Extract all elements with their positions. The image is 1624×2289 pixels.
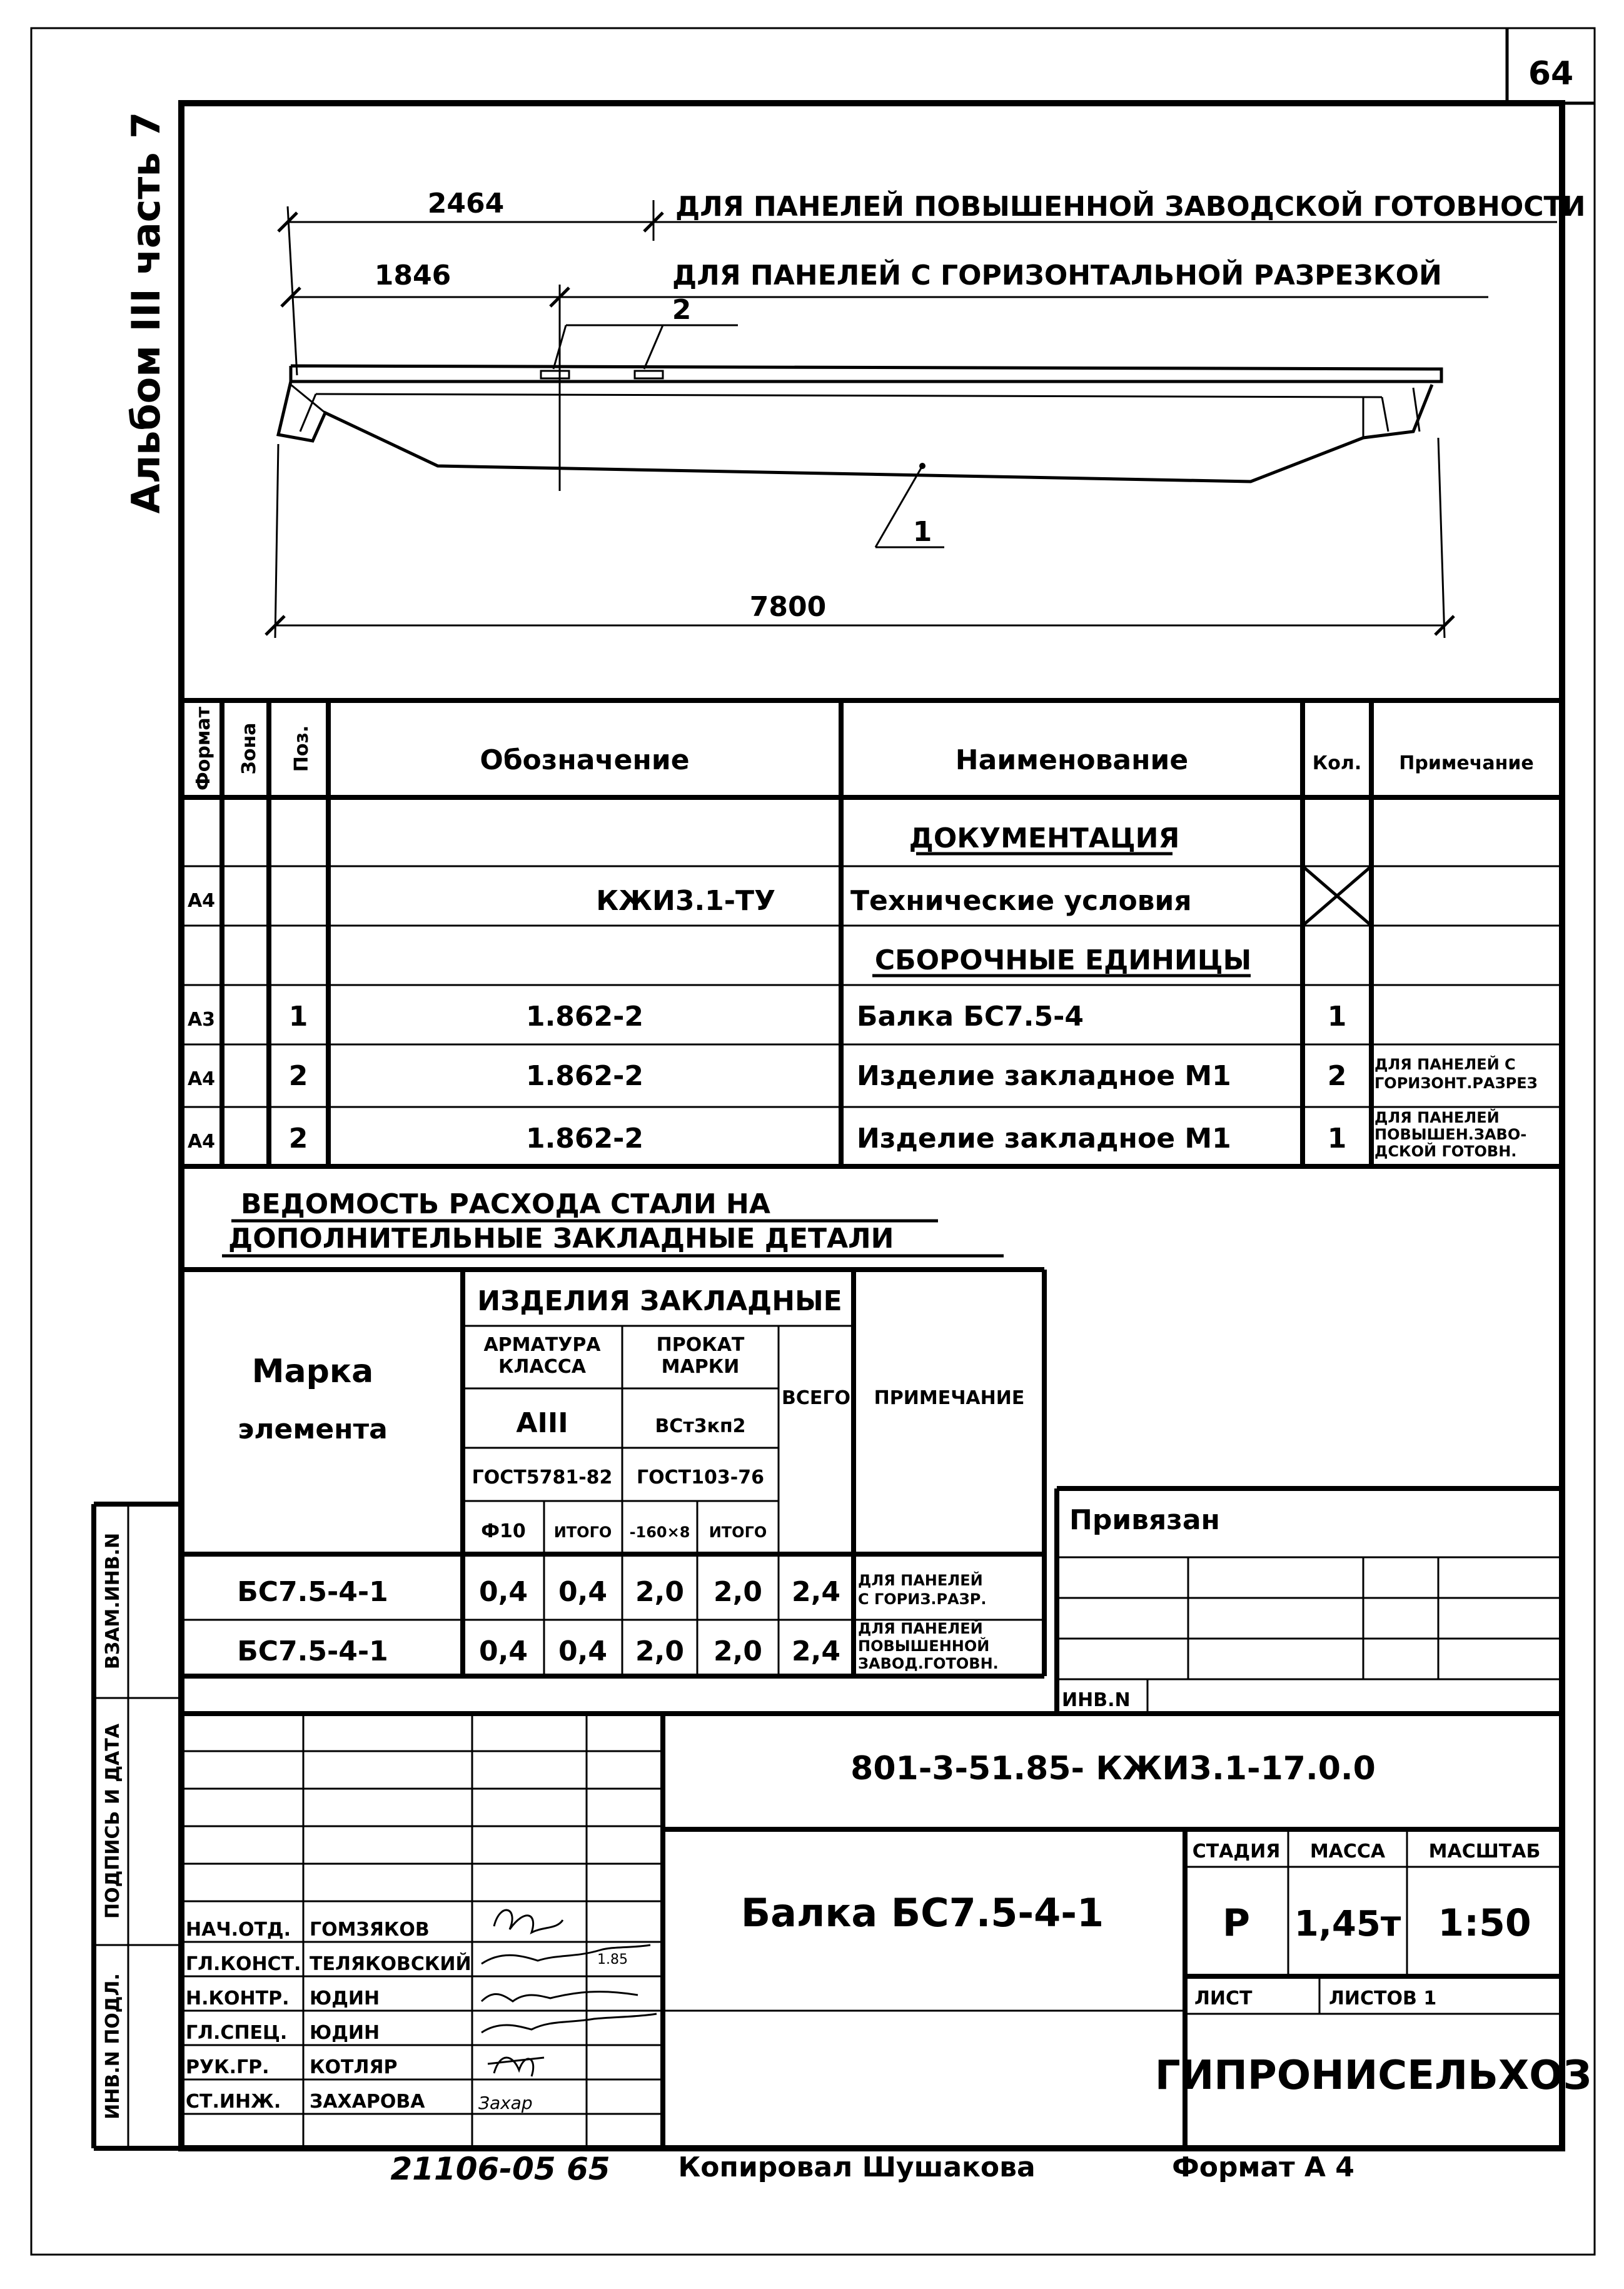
side-podpis-label: ПОДПИСЬ И ДАТА <box>102 1723 124 1919</box>
beam-drawing <box>266 188 1585 638</box>
signature-mark <box>482 2014 657 2033</box>
steel-row-subtotal: 2,0 <box>714 1576 762 1608</box>
staff-name: ЗАХАРОВА <box>310 2091 425 2113</box>
steel-header-prok: МАРКИ <box>661 1356 740 1378</box>
spec-row-format: А4 <box>187 1068 216 1090</box>
steel-row-subtotal: 0,4 <box>558 1635 607 1667</box>
staff-name: ЮДИН <box>310 1988 380 2009</box>
callout-1: 1 <box>912 516 932 548</box>
date-stamp: 1.85 <box>597 1952 628 1968</box>
signature-mark <box>494 1910 563 1933</box>
spec-row-note: ДСКОЙ ГОТОВН. <box>1374 1143 1517 1160</box>
staff-role: Н.КОНТР. <box>186 1988 290 2009</box>
steel-header-gost: ГОСТ5781-82 <box>472 1467 613 1488</box>
steel-table <box>181 1188 1044 1676</box>
dim-2464: 2464 <box>427 188 505 220</box>
signature-mark <box>488 2058 544 2076</box>
staff-role: СТ.ИНЖ. <box>186 2091 281 2113</box>
steel-title-line1: ВЕДОМОСТЬ РАСХОДА СТАЛИ НА <box>241 1188 770 1220</box>
steel-row-mark: БС7.5-4-1 <box>237 1576 388 1608</box>
staff-role: НАЧ.ОТД. <box>186 1919 291 1941</box>
spec-header-pos: Поз. <box>291 725 313 772</box>
sheets-header: ЛИСТОВ 1 <box>1329 1988 1437 2009</box>
spec-row-note: ДЛЯ ПАНЕЛЕЙ С <box>1374 1056 1516 1073</box>
steel-row-mark: БС7.5-4-1 <box>237 1635 388 1667</box>
steel-header-subtotal: ИТОГО <box>709 1523 767 1541</box>
steel-row-phi: 0,4 <box>479 1576 528 1608</box>
privyazan-label: Привязан <box>1069 1504 1220 1536</box>
signature-mark <box>482 1992 638 2001</box>
spec-row-name: Изделие закладное М1 <box>857 1060 1231 1092</box>
inv-number-label: ИНВ.N <box>1062 1689 1131 1711</box>
steel-row-strip: 2,0 <box>635 1635 684 1667</box>
steel-header-mark: элемента <box>238 1413 388 1445</box>
stage-value: Р <box>1223 1901 1250 1945</box>
spec-row-note: ДЛЯ ПАНЕЛЕЙ <box>1374 1109 1500 1126</box>
section-documentation: ДОКУМЕНТАЦИЯ <box>909 822 1180 854</box>
spec-row-qty: 2 <box>1327 1060 1347 1092</box>
spec-row-name: Балка БС7.5-4 <box>857 1001 1084 1033</box>
steel-header-items: ИЗДЕЛИЯ ЗАКЛАДНЫЕ <box>477 1285 842 1317</box>
note-2464: ДЛЯ ПАНЕЛЕЙ ПОВЫШЕННОЙ ЗАВОДСКОЙ ГОТОВНОСТИ <box>675 191 1586 223</box>
section-assembly: СБОРОЧНЫЕ ЕДИНИЦЫ <box>874 944 1252 976</box>
spec-table <box>181 700 1562 1166</box>
spec-row-designation: 1.862-2 <box>525 1060 644 1092</box>
steel-row-note: С ГОРИЗ.РАЗР. <box>858 1590 987 1608</box>
staff-name: КОТЛЯР <box>310 2056 398 2078</box>
spec-header-name: Наименование <box>955 744 1189 776</box>
steel-header-arm: КЛАССА <box>498 1356 586 1378</box>
staff-role: РУК.ГР. <box>186 2056 270 2078</box>
staff-name: ТЕЛЯКОВСКИЙ <box>310 1953 472 1975</box>
side-vzam-label: ВЗАМ.ИНВ.N <box>102 1532 124 1670</box>
steel-row-subtotal: 2,0 <box>714 1635 762 1667</box>
spec-row-qty: 1 <box>1327 1001 1347 1033</box>
steel-header-note: ПРИМЕЧАНИЕ <box>874 1387 1025 1409</box>
spec-header-note: Примечание <box>1399 752 1534 774</box>
side-strip <box>94 1504 181 2148</box>
album-label: Альбом III часть 7 <box>123 111 169 514</box>
steel-header-phi: Ф10 <box>481 1520 526 1542</box>
document-code: 801-3-51.85- КЖИ3.1-17.0.0 <box>850 1750 1376 1787</box>
steel-header-grade: ВСт3кп2 <box>655 1415 746 1437</box>
format-label: Формат А 4 <box>1172 2151 1354 2183</box>
steel-header-mark: Марка <box>251 1353 374 1390</box>
spec-row-note: ПОВЫШЕН.ЗАВО- <box>1374 1126 1527 1143</box>
copied-by: Копировал Шушакова <box>678 2151 1036 2183</box>
spec-row-format: А4 <box>187 890 216 912</box>
spec-row-designation: 1.862-2 <box>525 1123 644 1155</box>
title-block <box>181 1714 1591 2148</box>
spec-row-note: ГОРИЗОНТ.РАЗРЕЗ <box>1374 1074 1538 1092</box>
staff-name: ЮДИН <box>310 2022 380 2044</box>
signature-text: Захар <box>478 2093 533 2113</box>
spec-header-format: Формат <box>193 707 214 791</box>
steel-header-subtotal: ИТОГО <box>553 1523 612 1541</box>
scale-header: МАСШТАБ <box>1428 1841 1541 1862</box>
spec-header-zone: Зона <box>238 722 260 775</box>
side-inv-podl-label: ИНВ.N ПОДЛ. <box>102 1973 124 2120</box>
steel-title-line2: ДОПОЛНИТЕЛЬНЫЕ ЗАКЛАДНЫЕ ДЕТАЛИ <box>228 1223 894 1255</box>
note-1846: ДЛЯ ПАНЕЛЕЙ С ГОРИЗОНТАЛЬНОЙ РАЗРЕЗКОЙ <box>672 260 1442 291</box>
callout-2: 2 <box>672 294 692 326</box>
spec-row-designation: 1.862-2 <box>525 1001 644 1033</box>
privyazan-block <box>1057 1488 1562 1714</box>
spec-header-designation: Обозначение <box>480 744 690 776</box>
scale-value: 1:50 <box>1438 1901 1531 1945</box>
organization-name: ГИПРОНИСЕЛЬХОЗ <box>1154 2053 1592 2099</box>
steel-header-class: АIII <box>516 1407 568 1439</box>
spec-row-designation: КЖИ3.1-ТУ <box>596 885 775 917</box>
sheet-header: ЛИСТ <box>1194 1988 1253 2009</box>
staff-name: ГОМЗЯКОВ <box>310 1919 430 1941</box>
page-number: 64 <box>1528 55 1574 93</box>
staff-role: ГЛ.КОНСТ. <box>186 1953 301 1975</box>
staff-role: ГЛ.СПЕЦ. <box>186 2022 288 2044</box>
stage-header: СТАДИЯ <box>1192 1841 1281 1862</box>
spec-row-pos: 2 <box>288 1123 308 1155</box>
steel-row-note: ДЛЯ ПАНЕЛЕЙ <box>858 1620 983 1637</box>
mass-header: МАССА <box>1309 1841 1386 1862</box>
spec-row-pos: 1 <box>288 1001 308 1033</box>
steel-row-phi: 0,4 <box>479 1635 528 1667</box>
object-name: Балка БС7.5-4-1 <box>740 1890 1104 1936</box>
dim-7800: 7800 <box>749 591 827 623</box>
steel-row-note: ПОВЫШЕННОЙ <box>858 1637 990 1655</box>
steel-row-note: ДЛЯ ПАНЕЛЕЙ <box>858 1572 983 1589</box>
dim-1846: 1846 <box>374 260 451 291</box>
steel-row-note: ЗАВОД.ГОТОВН. <box>858 1655 999 1672</box>
spec-row-qty: 1 <box>1327 1123 1347 1155</box>
spec-row-name: Изделие закладное М1 <box>857 1123 1231 1155</box>
steel-row-total: 2,4 <box>792 1576 840 1608</box>
order-number: 21106-05 65 <box>390 2151 610 2187</box>
spec-row-format: А4 <box>187 1131 216 1153</box>
steel-header-strip: -160×8 <box>629 1523 690 1541</box>
steel-row-subtotal: 0,4 <box>558 1576 607 1608</box>
mass-value: 1,45т <box>1294 1904 1401 1944</box>
steel-header-prok: ПРОКАТ <box>656 1334 745 1356</box>
spec-row-pos: 2 <box>288 1060 308 1092</box>
steel-header-total: ВСЕГО <box>782 1387 850 1409</box>
steel-row-strip: 2,0 <box>635 1576 684 1608</box>
spec-row-name: Технические условия <box>850 885 1192 917</box>
steel-header-gost: ГОСТ103-76 <box>637 1467 764 1488</box>
steel-header-arm: АРМАТУРА <box>483 1334 601 1356</box>
spec-header-qty: Кол. <box>1312 752 1362 774</box>
steel-row-total: 2,4 <box>792 1635 840 1667</box>
spec-row-format: А3 <box>187 1009 216 1031</box>
